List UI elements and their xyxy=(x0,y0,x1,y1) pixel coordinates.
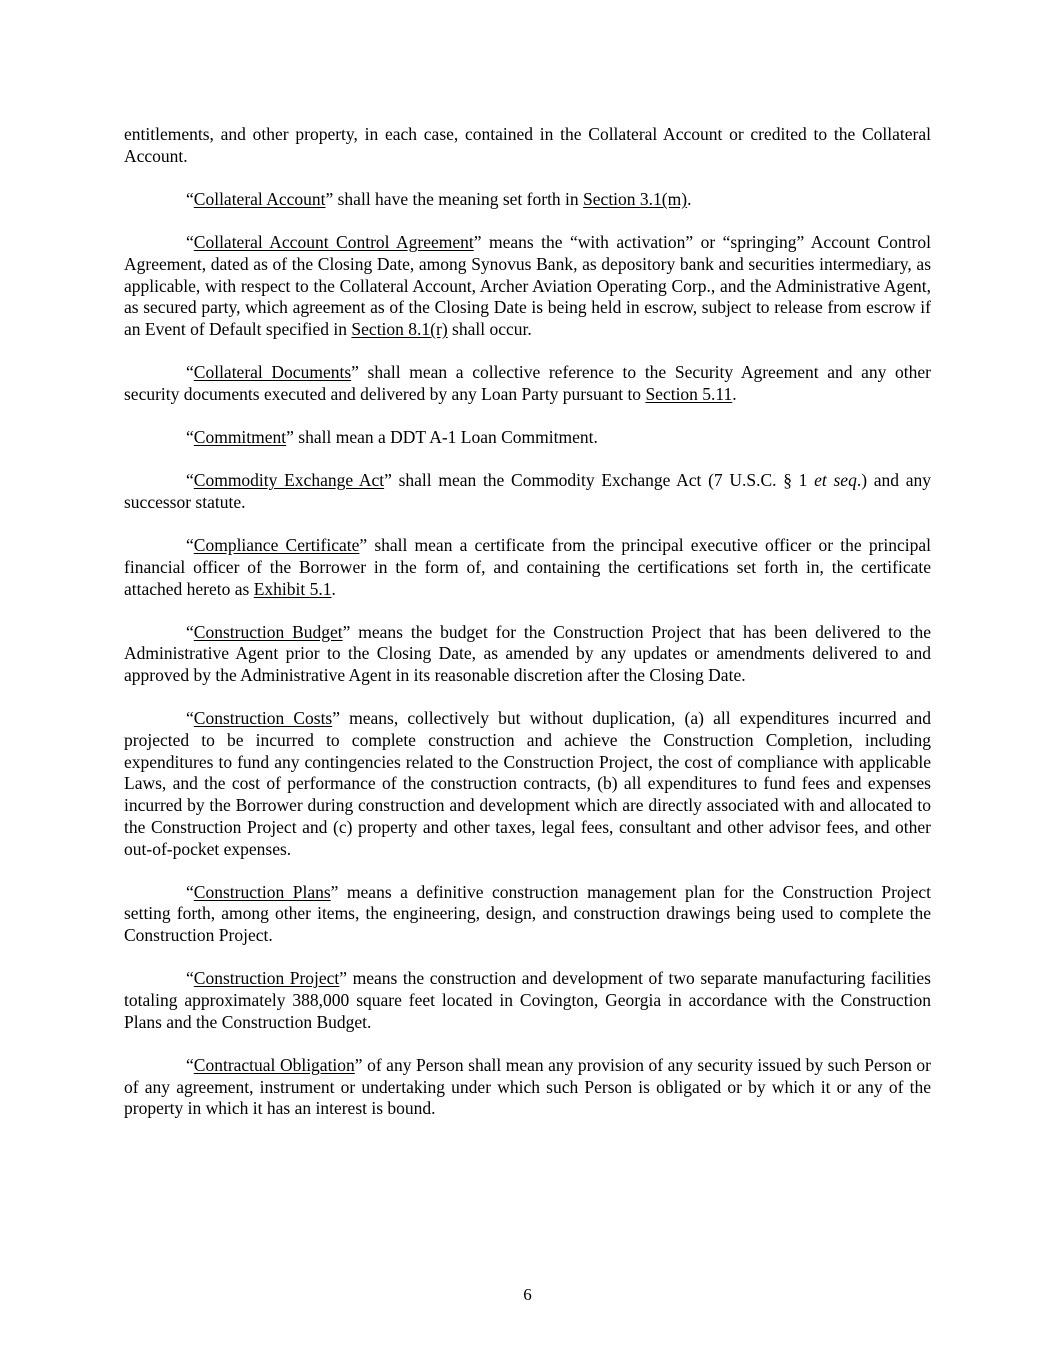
definition-text: ” means the “with activation” or “springing” Account Control Agreement, dated as of the Closing Date, among Synovus Bank, as depository bank and securities intermediary, as applicable, with respect to the Collateral Account, Archer Aviation Operating Corp., and the Administrative Agent, as secured party, which agreement as of the Closing Date is being held in escrow, subject to release from escrow if an Event of Default specified in xyxy=(124,232,931,339)
definition-text-end: . xyxy=(331,578,336,599)
defined-term: Contractual Obligation xyxy=(193,1055,355,1075)
document-body xyxy=(124,124,931,1142)
definition-compliance-certificate xyxy=(124,535,931,600)
italic-text: et seq xyxy=(814,470,857,491)
section-reference: Section 5.11 xyxy=(645,383,733,404)
open-quote: “ xyxy=(186,621,194,642)
definition-text: ” means, collectively but without duplication, (a) all expenditures incurred and projected to be incurred to complete construction and achieve the Construction Completion, including expenditures to fund any contingencies related to the Construction Project, the cost of compliance with applicable Laws, and the cost of performance of the construction contracts, (b) all expenditures to fund fees and expenses incurred by the Borrower during construction and development which are directly associated with and allocated to the Construction Project and (c) property and other taxes, legal fees, consultant and other advisor fees, and other out-of-pocket expenses. xyxy=(124,708,931,859)
continuation-paragraph: entitlements, and other property, in each case, contained in the Collateral Account or credited to the Collateral Account. xyxy=(124,124,931,166)
definition-text: ” shall have the meaning set forth in xyxy=(325,188,584,209)
definition-commodity-exchange-act xyxy=(124,470,931,513)
defined-term: Collateral Documents xyxy=(193,362,352,383)
definition-commitment xyxy=(124,427,931,449)
open-quote: “ xyxy=(186,362,194,383)
definition-contractual-obligation xyxy=(124,1055,931,1120)
definition-collateral-account xyxy=(124,189,931,211)
definition-text-end: shall occur. xyxy=(447,318,532,339)
defined-term: Construction Project xyxy=(193,968,340,989)
open-quote: “ xyxy=(186,188,194,209)
open-quote: “ xyxy=(186,881,194,902)
definition-collateral-account-control-agreement xyxy=(124,232,931,341)
definition-text-end: .) and any successor statute. xyxy=(124,470,931,512)
definition-text: ” means the budget for the Construction Project that has been delivered to the Administrative Agent prior to the Closing Date, as amended by any updates or amendments delivered to and approved by the Administrative Agent in its reasonable discretion after the Closing Date. xyxy=(124,621,932,686)
definition-collateral-documents xyxy=(124,362,931,405)
defined-term: Collateral Account xyxy=(193,188,326,209)
section-reference: Section 8.1(r) xyxy=(351,318,448,339)
defined-term: Compliance Certificate xyxy=(193,535,360,556)
defined-term: Commitment xyxy=(193,427,287,448)
exhibit-reference: Exhibit 5.1 xyxy=(253,578,332,599)
definition-text: ” shall mean a certificate from the principal executive officer or the principal financial officer of the Borrower in the form of, and containing the certifications set forth in, the certificate attached hereto as xyxy=(124,535,932,599)
defined-term: Construction Costs xyxy=(193,708,333,729)
definition-construction-project xyxy=(124,968,931,1033)
definition-text-end: . xyxy=(732,383,737,404)
definition-text: ” means the construction and development of two separate manufacturing facilities totaling approximately 388,000 square feet located in Covington, Georgia in accordance with the Construction Plans and the Construction Budget. xyxy=(124,968,931,1032)
definition-text: ” shall mean the Commodity Exchange Act (7 U.S.C. § 1 xyxy=(384,470,815,491)
definition-construction-budget xyxy=(124,622,931,687)
defined-term: Collateral Account Control Agreement xyxy=(193,232,474,253)
definition-text: ” shall mean a collective reference to the Security Agreement and any other security documents executed and delivered by any Loan Party pursuant to xyxy=(124,362,931,404)
definition-text-end: . xyxy=(687,188,692,209)
defined-term: Construction Budget xyxy=(193,621,343,642)
defined-term: Commodity Exchange Act xyxy=(193,470,385,491)
defined-term: Construction Plans xyxy=(193,881,331,902)
open-quote: “ xyxy=(186,1055,194,1075)
definition-text: ” means a definitive construction management plan for the Construction Project setting forth, among other items, the engineering, design, and construction drawings being used to complete the Construction Project. xyxy=(124,881,931,946)
open-quote: “ xyxy=(186,470,194,491)
open-quote: “ xyxy=(186,232,194,253)
page-number: 6 xyxy=(523,1285,532,1304)
definition-construction-costs xyxy=(124,708,931,860)
definition-text: ” of any Person shall mean any provision of any security issued by such Person or of any agreement, instrument or undertaking under which such Person is obligated or by which it or any of the property in which it has an interest is bound. xyxy=(124,1055,931,1119)
definition-text: ” shall mean a DDT A-1 Loan Commitment. xyxy=(286,427,598,448)
open-quote: “ xyxy=(186,535,194,556)
open-quote: “ xyxy=(186,708,194,729)
definition-construction-plans xyxy=(124,882,931,947)
section-reference: Section 3.1(m) xyxy=(583,188,688,209)
open-quote: “ xyxy=(186,968,194,989)
open-quote: “ xyxy=(186,427,194,448)
